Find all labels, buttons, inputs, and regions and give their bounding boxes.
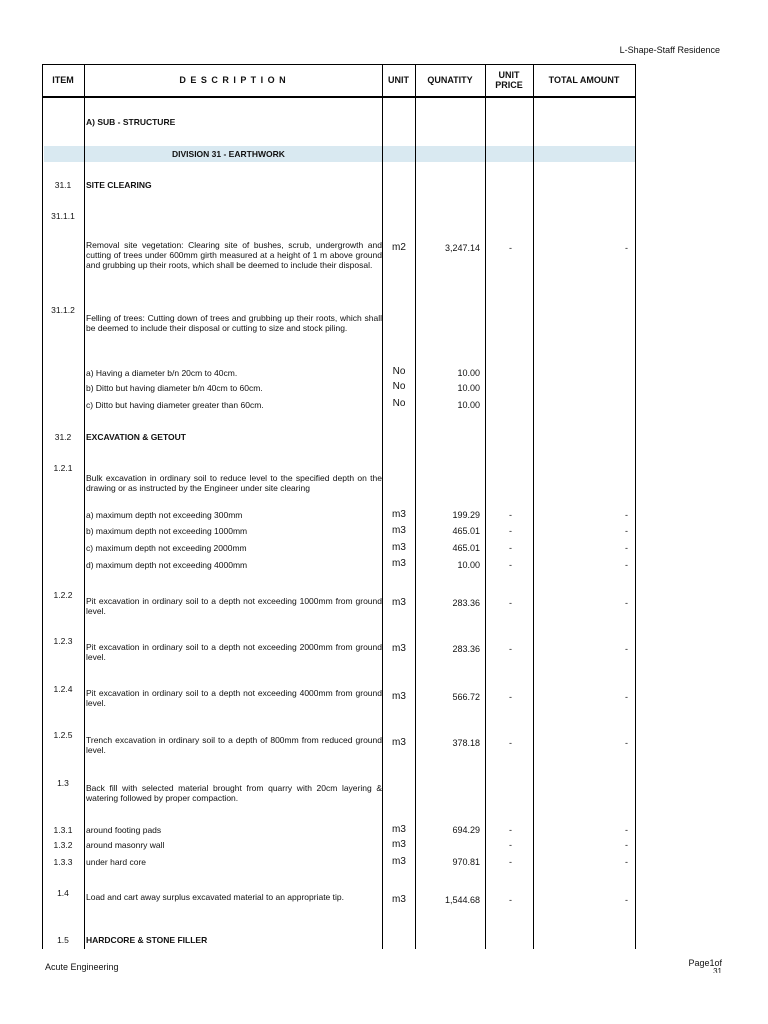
item-number: 31.1.1	[51, 211, 75, 221]
item-number: 1.3.2	[53, 840, 73, 850]
item-description: a) Having a diameter b/n 20cm to 40cm.	[86, 368, 238, 378]
item-unit: No	[392, 366, 406, 377]
item-description: Load and cart away surplus excavated material to an appropriate tip.	[86, 892, 344, 902]
item-total: -	[625, 598, 628, 608]
item-unit: m3	[392, 525, 406, 536]
item-number: 1.5	[57, 935, 69, 945]
item-unit: m3	[392, 643, 406, 654]
item-description: d) maximum depth not exceeding 4000mm	[86, 560, 248, 570]
item-description: Back fill with selected material brought from quarry with 20cm layering & watering followed by proper compaction.	[86, 783, 382, 803]
item-quantity: 970.81	[452, 857, 480, 867]
item-description: around masonry wall	[86, 840, 165, 850]
item-unit: m3	[392, 691, 406, 702]
section-site-clearing: SITE CLEARING	[86, 180, 152, 190]
project-title: L-Shape-Staff Residence	[619, 45, 720, 55]
boq-table	[42, 64, 636, 949]
item-description: Removal site vegetation: Clearing site of bushes, scrub, undergrowth and cutting of trees under 600mm girth measured at a height of 1 m above ground and grubbing up their roots, which shall be deemed to include their disposal.	[86, 240, 382, 270]
item-quantity: 10.00	[457, 400, 480, 410]
item-number: 31.1.2	[51, 305, 75, 315]
item-total: -	[625, 510, 628, 520]
section-excavation: EXCAVATION & GETOUT	[86, 432, 186, 442]
item-unit: m3	[392, 894, 406, 905]
item-unit: m2	[392, 242, 406, 253]
item-quantity: 10.00	[457, 560, 480, 570]
item-rate: -	[509, 738, 512, 748]
item-description: under hard core	[86, 857, 147, 867]
item-unit: m3	[392, 558, 406, 569]
item-quantity: 199.29	[452, 510, 480, 520]
item-quantity: 1,544.68	[444, 895, 480, 905]
header-total: TOTAL AMOUNT	[548, 75, 620, 85]
division-title: DIVISION 31 - EARTHWORK	[172, 149, 285, 159]
item-total: -	[625, 738, 628, 748]
item-description: Pit excavation in ordinary soil to a depth not exceeding 2000mm from ground level.	[86, 642, 382, 662]
item-description: Trench excavation in ordinary soil to a depth of 800mm from reduced ground level.	[86, 735, 382, 755]
item-rate: -	[509, 543, 512, 553]
item-total: -	[625, 825, 628, 835]
header-unit: UNIT	[388, 75, 409, 85]
item-description: around footing pads	[86, 825, 162, 835]
item-rate: -	[509, 644, 512, 654]
item-total: -	[625, 543, 628, 553]
item-unit: m3	[392, 597, 406, 608]
item-description: Bulk excavation in ordinary soil to reduce level to the specified depth on the drawing or as instructed by the Engineer under site clearing	[86, 473, 382, 493]
item-quantity: 3,247.14	[444, 243, 480, 253]
item-rate: -	[509, 825, 512, 835]
item-quantity: 465.01	[452, 526, 480, 536]
item-description: a) maximum depth not exceeding 300mm	[86, 510, 243, 520]
item-unit: m3	[392, 542, 406, 553]
page-label: Page1of	[688, 958, 722, 968]
item-number: 1.4	[57, 888, 69, 898]
item-number: 1.2.1	[53, 463, 73, 473]
item-number: 1.2.4	[53, 684, 73, 694]
item-quantity: 283.36	[452, 598, 480, 608]
item-number: 1.2.3	[53, 636, 73, 646]
item-number: 31.2	[54, 432, 72, 442]
page-number	[688, 958, 722, 973]
item-rate: -	[509, 857, 512, 867]
item-quantity: 566.72	[452, 692, 480, 702]
item-unit: No	[392, 398, 406, 409]
item-total: -	[625, 243, 628, 253]
section-sub-structure: A) SUB - STRUCTURE	[86, 117, 176, 127]
item-total: -	[625, 644, 628, 654]
item-quantity: 465.01	[452, 543, 480, 553]
item-rate: -	[509, 895, 512, 905]
item-total: -	[625, 692, 628, 702]
item-unit: m3	[392, 737, 406, 748]
item-description: b) maximum depth not exceeding 1000mm	[86, 526, 248, 536]
item-total: -	[625, 840, 628, 850]
page-total: 31	[713, 968, 722, 973]
company-name: Acute Engineering	[45, 962, 119, 972]
item-quantity: 10.00	[457, 383, 480, 393]
item-rate: -	[509, 510, 512, 520]
item-description: b) Ditto but having diameter b/n 40cm to 60cm.	[86, 383, 263, 393]
header-unit-price: UNIT PRICE	[495, 70, 523, 90]
header-description: D E S C R I P T I O N	[179, 75, 287, 85]
item-description: Felling of trees: Cutting down of trees and grubbing up their roots, which shall be deemed to include their disposal or cutting to size and stock piling.	[86, 313, 382, 333]
item-quantity: 694.29	[452, 825, 480, 835]
item-description: Pit excavation in ordinary soil to a depth not exceeding 4000mm from ground level.	[86, 688, 382, 708]
item-unit: m3	[392, 839, 406, 850]
item-rate: -	[509, 526, 512, 536]
item-unit: m3	[392, 509, 406, 520]
item-number: 1.3.3	[53, 857, 73, 867]
item-rate: -	[509, 692, 512, 702]
header-quantity: QUNATITY	[427, 75, 473, 85]
item-quantity: 10.00	[457, 368, 480, 378]
item-rate: -	[509, 840, 512, 850]
item-number: 31.1	[54, 180, 72, 190]
item-number: 1.2.2	[53, 590, 73, 600]
item-total: -	[625, 895, 628, 905]
item-description: Pit excavation in ordinary soil to a depth not exceeding 1000mm from ground level.	[86, 596, 382, 616]
item-quantity: 378.18	[452, 738, 480, 748]
item-total: -	[625, 857, 628, 867]
item-unit: No	[392, 381, 406, 392]
item-rate: -	[509, 243, 512, 253]
item-total: -	[625, 560, 628, 570]
item-rate: -	[509, 560, 512, 570]
section-hardcore: HARDCORE & STONE FILLER	[86, 935, 208, 945]
item-unit: m3	[392, 824, 406, 835]
item-rate: -	[509, 598, 512, 608]
item-description: c) Ditto but having diameter greater than 60cm.	[86, 400, 264, 410]
item-unit: m3	[392, 856, 406, 867]
item-number: 1.3.1	[53, 825, 73, 835]
item-quantity: 283.36	[452, 644, 480, 654]
item-number: 1.2.5	[53, 730, 73, 740]
header-item: ITEM	[52, 75, 74, 85]
item-number: 1.3	[57, 778, 69, 788]
item-total: -	[625, 526, 628, 536]
item-description: c) maximum depth not exceeding 2000mm	[86, 543, 247, 553]
